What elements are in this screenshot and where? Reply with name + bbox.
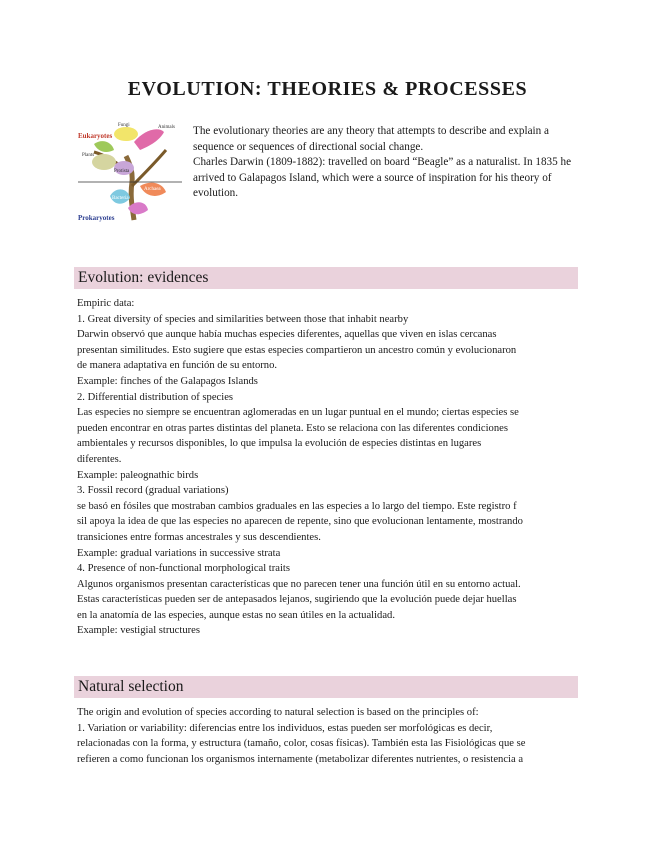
text-line: 1. Variation or variability: diferencias entre los individuos, estas pueden ser morfológicas es decir,	[77, 722, 493, 734]
text-line: 3. Fossil record (gradual variations)	[77, 485, 229, 497]
figure-label-bacteria: Bacteria	[112, 196, 129, 201]
text-line: transiciones entre formas ancestrales y sus descendientes.	[77, 531, 321, 543]
text-line: Example: vestigial structures	[77, 625, 200, 637]
text-line: ambientales y recursos disponibles, lo que impulsa la evolución de especies distintas en lugares	[77, 438, 482, 450]
page-title: EVOLUTION: THEORIES & PROCESSES	[127, 78, 528, 100]
figure-label-eukaryotes: Eukaryotes	[78, 132, 113, 140]
text-line: Example: gradual variations in successive strata	[77, 547, 281, 559]
text-line: presentan similitudes. Esto sugiere que estas especies compartieron un ancestro común y evolucionaron	[77, 344, 517, 356]
text-line: 1. Great diversity of species and similarities between those that inhabit nearby	[77, 313, 409, 325]
section-body-natural-selection	[77, 705, 577, 767]
figure-label-protista: Protista	[114, 169, 130, 174]
figure-label-archaea: Archaea	[144, 187, 161, 192]
section-heading-evidences: Evolution: evidences	[74, 267, 578, 289]
section-heading-natural-selection: Natural selection	[74, 676, 578, 698]
text-line: en la anatomía de las especies, aunque estas no sean útiles en la actualidad.	[77, 609, 395, 621]
intro-paragraph-2: Charles Darwin (1809-1882): travelled on board “Beagle” as a naturalist. In 1835 he arrived to Galapagos Island, which were a source of inspiration for his theory of evolution.	[193, 156, 572, 199]
text-line: Example: paleognathic birds	[77, 469, 199, 481]
text-line: Darwin observó que aunque había muchas especies diferentes, aquellas que viven en islas cercanas	[77, 329, 497, 341]
figure-label-prokaryotes: Prokaryotes	[78, 214, 115, 222]
intro-paragraph-1: The evolutionary theories are any theory that attempts to describe and explain a sequence or sequences of directional social change.	[193, 125, 550, 153]
text-line: Las especies no siempre se encuentran aglomeradas en un lugar puntual en el mundo; ciertas especies se	[77, 407, 519, 419]
figure-label-plants: Plants	[82, 153, 95, 158]
text-line: se basó en fósiles que mostraban cambios graduales en las especies a lo largo del tiempo. Este registro f	[77, 500, 517, 512]
text-line: de manera adaptativa en función de su entorno.	[77, 360, 278, 372]
text-line: Example: finches of the Galapagos Islands	[77, 375, 258, 387]
text-line: The origin and evolution of species according to natural selection is based on the principles of:	[77, 707, 479, 718]
text-line: 2. Differential distribution of species	[77, 391, 234, 403]
tree-of-life-illustration	[74, 116, 186, 228]
text-line: pueden encontrar en otras partes distintas del planeta. Esto se relaciona con las diferentes condiciones	[77, 422, 508, 434]
text-line: sil apoya la idea de que las especies no aparecen de repente, sino que evolucionan lentamente, mostrando	[77, 516, 523, 528]
figure-label-fungi: Fungi	[118, 123, 130, 128]
text-line: Estas características pueden ser de antepasados lejanos, sugiriendo que la evolución puede dejar huellas	[77, 594, 517, 606]
text-line: diferentes.	[77, 453, 122, 465]
text-line: Algunos organismos presentan características que no parecen tener una función útil en su entorno actual.	[77, 578, 521, 590]
text-line: relacionadas con la forma, y estructura (tamaño, color, cosas físicas). También esta las Fisiológicas que se	[77, 738, 526, 750]
intro-text	[193, 124, 583, 202]
text-line: Empiric data:	[77, 298, 135, 309]
text-line: 4. Presence of non-functional morphological traits	[77, 563, 290, 575]
text-line: refieren a como funcionan los organismos internamente (metabolizar diferentes nutrientes, o resistencia a	[77, 753, 524, 765]
section-body-evidences	[77, 296, 577, 639]
figure-label-animals: Animals	[158, 125, 175, 130]
